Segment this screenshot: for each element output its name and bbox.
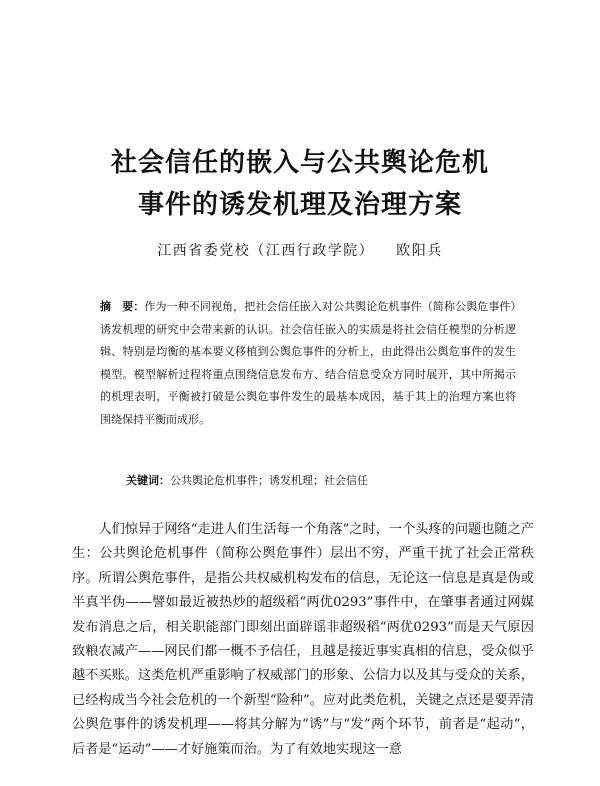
author-affiliation: 江西省委党校（江西行政学院）: [157, 243, 375, 259]
abstract-text: 作为一种不同视角，把社会信任嵌入对公共舆论危机事件（简称公舆危事件）诱发机理的研究中会带来新的认识。社会信任嵌入的实质是将社会信任模型的分析逻辑、特别是均衡的基本要义移植到公舆危事件的分析上，由此得出公舆危事件的发生模型。模型解析过程将重点围绕信息发布方、结合信息受众方同时展开，其中所揭示的机理表明，平衡被打破是公舆危事件发生的最基本成因，基于其上的治理方案也将围绕保持平衡而成形。: [100, 300, 517, 426]
body-paragraph-1: 人们惊异于网络“走进人们生活每一个角落”之时，一个头疼的问题也随之产生：公共舆论危机事件（简称公舆危事件）层出不穷，严重干扰了社会正常秩序。所谓公舆危事件，是指公共权威机构发布的信息，无论这一信息是真是伪或半真半伪——譬如最近被热炒的超级稻“两优0293”事件中，在肇事者通过网媒发布消息之后，相关职能部门即刻出面辟谣非超级稻“两优0293”而是天气原因致粮农减产——网民们都一概不予信任，且越是接近事实真相的信息，受众似乎越不买账。这类危机严重影响了权威部门的形象、公信力以及其与受众的关系，已经构成当今社会危机的一个新型“险种”。应对此类危机，关键之点还是要弄清公舆危事件的诱发机理——将其分解为“诱”与“发”两个环节，前者是“起动”，后者是“运动”——才好施策而治。为了有效地实现这一意: [72, 522, 534, 757]
body-text: [72, 518, 534, 762]
keywords: [126, 472, 526, 490]
keywords-text: 公共舆论危机事件；诱发机理；社会信任: [170, 474, 368, 487]
abstract: [100, 296, 516, 431]
paper-title-line-2: 事件的诱发机理及治理方案: [137, 190, 462, 220]
author-name: 欧阳兵: [396, 243, 443, 259]
paper-title-line-1: 社会信任的嵌入与公共舆论危机: [110, 148, 489, 178]
author-line: [0, 240, 600, 260]
keywords-label: 关键词：: [126, 474, 170, 487]
abstract-label: 摘 要：: [100, 300, 145, 313]
